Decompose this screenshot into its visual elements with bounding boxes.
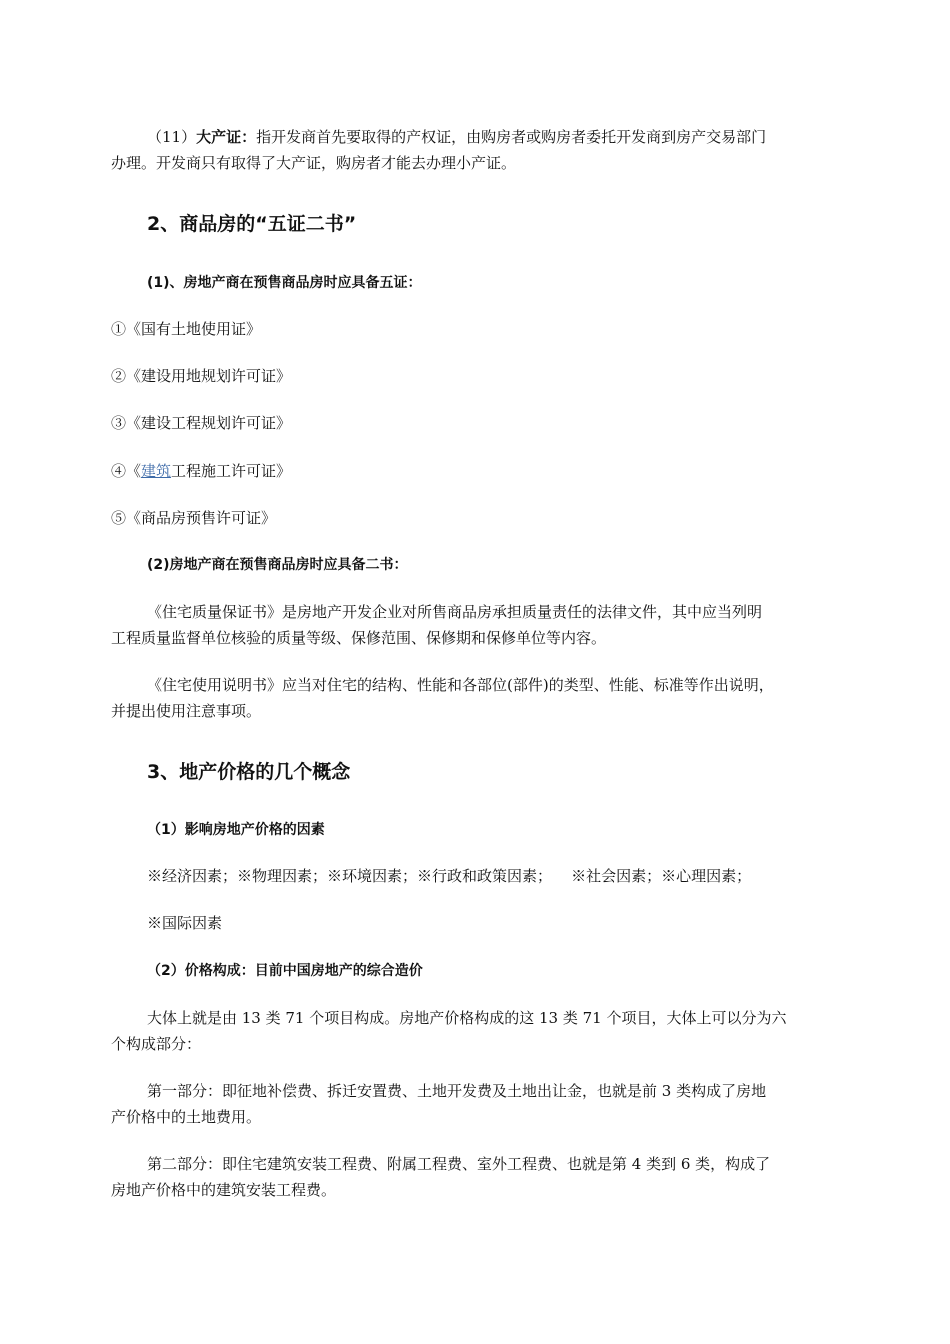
term-big-certificate: 大产证： (196, 128, 257, 146)
paragraph-big-certificate-line1 (147, 127, 766, 147)
definition-text: 指开发商首先要取得的产权证，由购房者或购房者委托开发商到房产交易部门 (256, 128, 767, 146)
certificate-item-1: ①《国有土地使用证》 (111, 320, 262, 338)
subheading-price-composition: （2）价格构成：目前中国房地产的综合造价 (147, 963, 423, 979)
section-3-heading: 3、地产价格的几个概念 (147, 761, 351, 783)
composition-intro-line2: 个构成部分： (111, 1035, 202, 1053)
quality-guarantee-line2: 工程质量监督单位核验的质量等级、保修范围、保修期和保修单位等内容。 (111, 629, 607, 647)
section-2-heading: 2、商品房的“五证二书” (147, 213, 357, 235)
paragraph-big-certificate-line2: 办理。开发商只有取得了大产证，购房者才能去办理小产证。 (111, 154, 517, 172)
subheading-price-factors: （1）影响房地产价格的因素 (147, 822, 325, 838)
part-one-line2: 产价格中的土地费用。 (111, 1108, 262, 1126)
factors-line1: ※经济因素；※物理因素；※环境因素；※行政和政策因素； ※社会因素；※心理因素； (147, 867, 752, 885)
certificate-item-4 (111, 461, 291, 481)
part-two-line1: 第二部分：即住宅建筑安装工程费、附属工程费、室外工程费、也就是第 4 类到 6 类，构成了 (147, 1155, 771, 1173)
part-two-line2: 房地产价格中的建筑安装工程费。 (111, 1181, 337, 1199)
subheading-five-certificates: (1)、房地产商在预售商品房时应具备五证： (147, 275, 422, 291)
usage-manual-line2: 并提出使用注意事项。 (111, 702, 262, 720)
quality-guarantee-line1: 《住宅质量保证书》是房地产开发企业对所售商品房承担质量责任的法律文件，其中应当列明 (147, 603, 763, 621)
item-number: （11） (147, 128, 197, 146)
composition-intro-line1: 大体上就是由 13 类 71 个项目构成。房地产价格构成的这 13 类 71 个项目，大体上可以分为六 (147, 1009, 787, 1027)
part-one-line1: 第一部分：即征地补偿费、拆迁安置费、土地开发费及土地出让金，也就是前 3 类构成了房地 (147, 1082, 767, 1100)
certificate-item-4-prefix: ④《 (111, 462, 142, 480)
certificate-item-3: ③《建设工程规划许可证》 (111, 414, 292, 432)
certificate-item-5: ⑤《商品房预售许可证》 (111, 509, 277, 527)
usage-manual-line1: 《住宅使用说明书》应当对住宅的结构、性能和各部位(部件)的类型、性能、标准等作出说明， (147, 676, 774, 694)
certificate-item-2: ②《建设用地规划许可证》 (111, 367, 292, 385)
construction-link[interactable]: 建筑 (141, 462, 172, 480)
certificate-item-4-suffix: 工程施工许可证》 (171, 462, 292, 480)
factors-line2: ※国际因素 (147, 914, 223, 932)
subheading-two-books: (2)房地产商在预售商品房时应具备二书： (147, 557, 408, 573)
